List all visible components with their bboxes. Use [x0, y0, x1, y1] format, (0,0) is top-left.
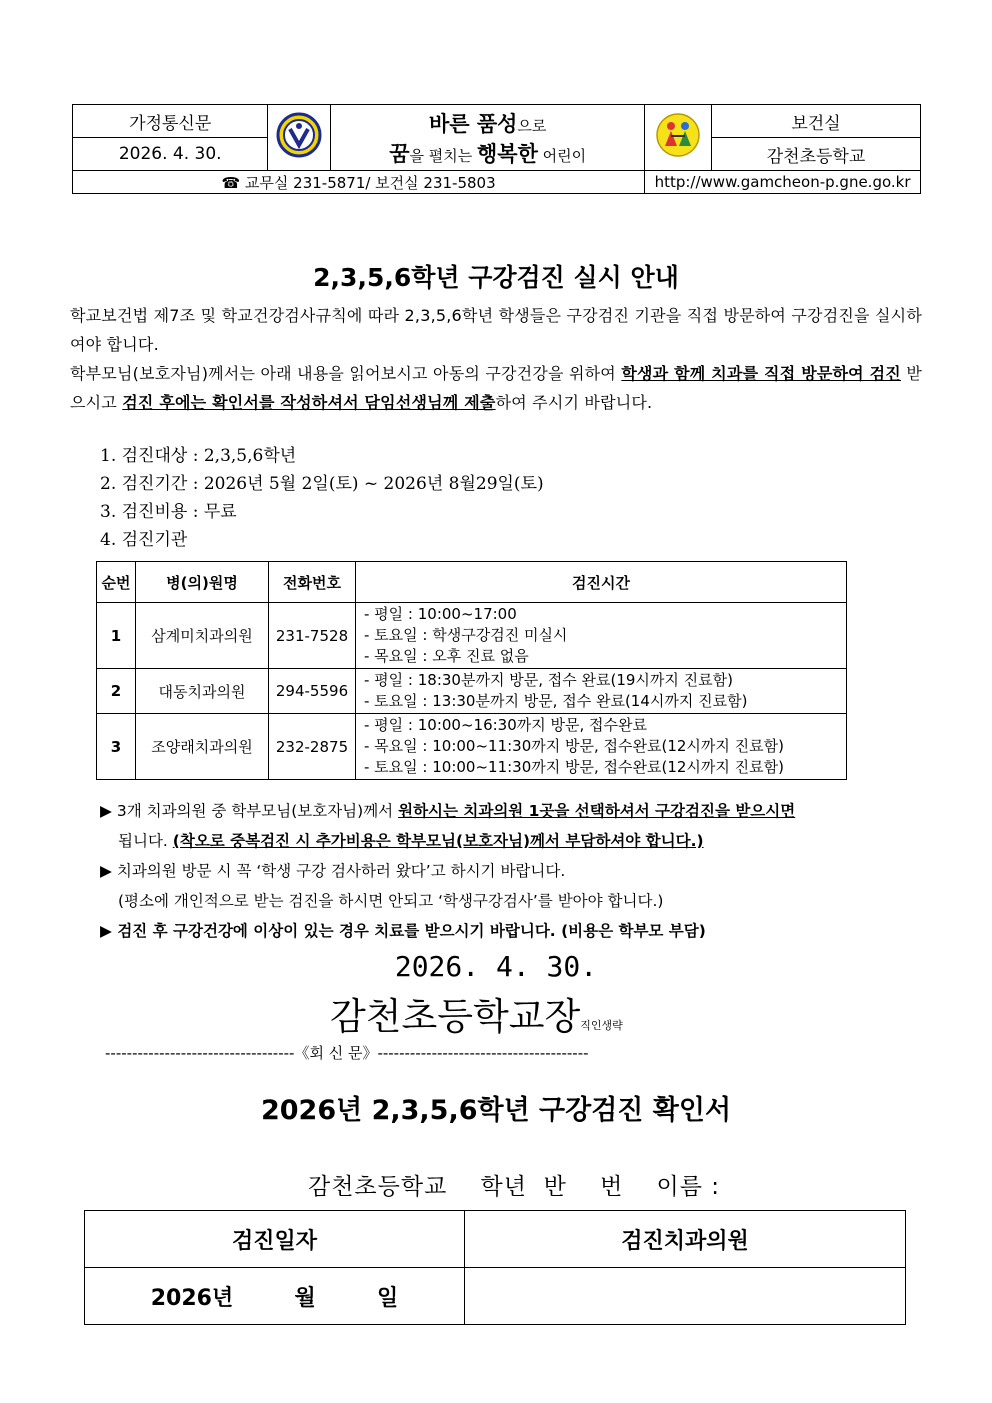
confirmation-table [84, 1210, 906, 1325]
checkup-details [100, 442, 544, 554]
table-row: 2 대동치과의원 294-5596 - 평일 : 18:30분까지 방문, 접수 완료(19시까지 진료함) - 토요일 : 13:30분까지 방문, 접수 완료(14시까지 진료함) [97, 669, 847, 714]
letter-type: 가정통신문 [73, 105, 268, 138]
col-checkup-clinic: 검진치과의원 [465, 1211, 906, 1268]
col-checkup-date: 검진일자 [85, 1211, 465, 1268]
note-1-cont: 됩니다. (착오로 중복검진 시 추가비용은 학부모님(보호자님)께서 부담하셔야 합니다.) [118, 832, 704, 850]
item-cost: 3. 검진비용 : 무료 [100, 502, 237, 522]
school-logo-cell [268, 105, 331, 171]
clinic-table [96, 561, 847, 780]
children-logo-cell [645, 105, 712, 171]
cut-line: -----------------------------------《회 신 문》--------------------------------------- [105, 1044, 589, 1062]
student-info-line: 감천초등학교 학년 반 번 이름 : [308, 1174, 721, 1200]
note-3: ▶ 검진 후 구강건강에 이상이 있는 경우 치료를 받으시기 바랍니다. (비용은 학부모 부담) [100, 922, 706, 940]
phone-numbers: ☎ 교무실 231-5871/ 보건실 231-5803 [73, 171, 645, 194]
principal-name: 감천초등학교장직인생략 [330, 995, 623, 1038]
letter-header [72, 104, 921, 194]
intro-paragraph-2: 학부모님(보호자님)께서는 아래 내용을 읽어보시고 아동의 구강건강을 위하여 학생과 함께 치과를 직접 방문하여 검진 받으시고 검진 후에는 확인서를 작성하셔서 담임선생님께 제출하여 주시기 바랍니다. [70, 364, 922, 412]
department: 보건실 [711, 105, 920, 138]
note-2: ▶ 치과의원 방문 시 꼭 ‘학생 구강 검사하러 왔다’고 하시기 바랍니다. [100, 862, 566, 880]
phone-icon: ☎ [221, 173, 241, 192]
notes-section [100, 796, 795, 946]
col-number: 순번 [97, 562, 136, 603]
table-row: 3 조양래치과의원 232-2875 - 평일 : 10:00~16:30까지 방문, 접수완료 - 목요일 : 10:00~11:30까지 방문, 접수완료(12시까지 진료함) - 토요일 : 10:00~11:30까지 방문, 접수완료(12시까지 진료함) [97, 714, 847, 780]
item-clinics: 4. 검진기관 [100, 530, 188, 550]
confirmation-title: 2026년 2,3,5,6학년 구강검진 확인서 [260, 1095, 732, 1126]
letter-date: 2026. 4. 30. [73, 138, 268, 171]
note-2-sub: (평소에 개인적으로 받는 검진을 하시면 안되고 ‘학생구강검사’를 받아야 합니다.) [118, 892, 664, 910]
school-motto: 바른 품성으로 꿈을 펼치는 행복한 어린이 [331, 105, 645, 171]
col-hours: 검진시간 [356, 562, 847, 603]
note-1: ▶ 3개 치과의원 중 학부모님(보호자님)께서 원하시는 치과의원 1곳을 선택하셔서 구강검진을 받으시면 [100, 802, 796, 820]
intro-paragraph-1: 학교보건법 제7조 및 학교건강검사규칙에 따라 2,3,5,6학년 학생들은 구강검진 기관을 직접 방문하여 구강검진을 실시하여야 합니다. [70, 306, 922, 354]
item-period: 2. 검진기간 : 2026년 5월 2일(토) ~ 2026년 8월29일(토) [100, 474, 544, 494]
seal-omitted-note: 직인생략 [580, 1019, 623, 1032]
checkup-clinic-field[interactable] [465, 1268, 906, 1325]
page-title: 2,3,5,6학년 구강검진 실시 안내 [313, 263, 679, 292]
children-emblem-icon [655, 112, 701, 158]
school-name: 감천초등학교 [711, 138, 920, 171]
checkup-date-field[interactable]: 2026년 월 일 [85, 1268, 465, 1325]
item-target: 1. 검진대상 : 2,3,5,6학년 [100, 446, 297, 466]
col-clinic-name: 병(의)원명 [136, 562, 269, 603]
col-phone: 전화번호 [269, 562, 356, 603]
signature-date: 2026. 4. 30. [394, 950, 598, 983]
website-link[interactable]: http://www.gamcheon-p.gne.go.kr [645, 171, 921, 194]
school-emblem-icon [276, 112, 322, 158]
table-row: 1 삼계미치과의원 231-7528 - 평일 : 10:00~17:00 - 토요일 : 학생구강검진 미실시 - 목요일 : 오후 진료 없음 [97, 603, 847, 669]
